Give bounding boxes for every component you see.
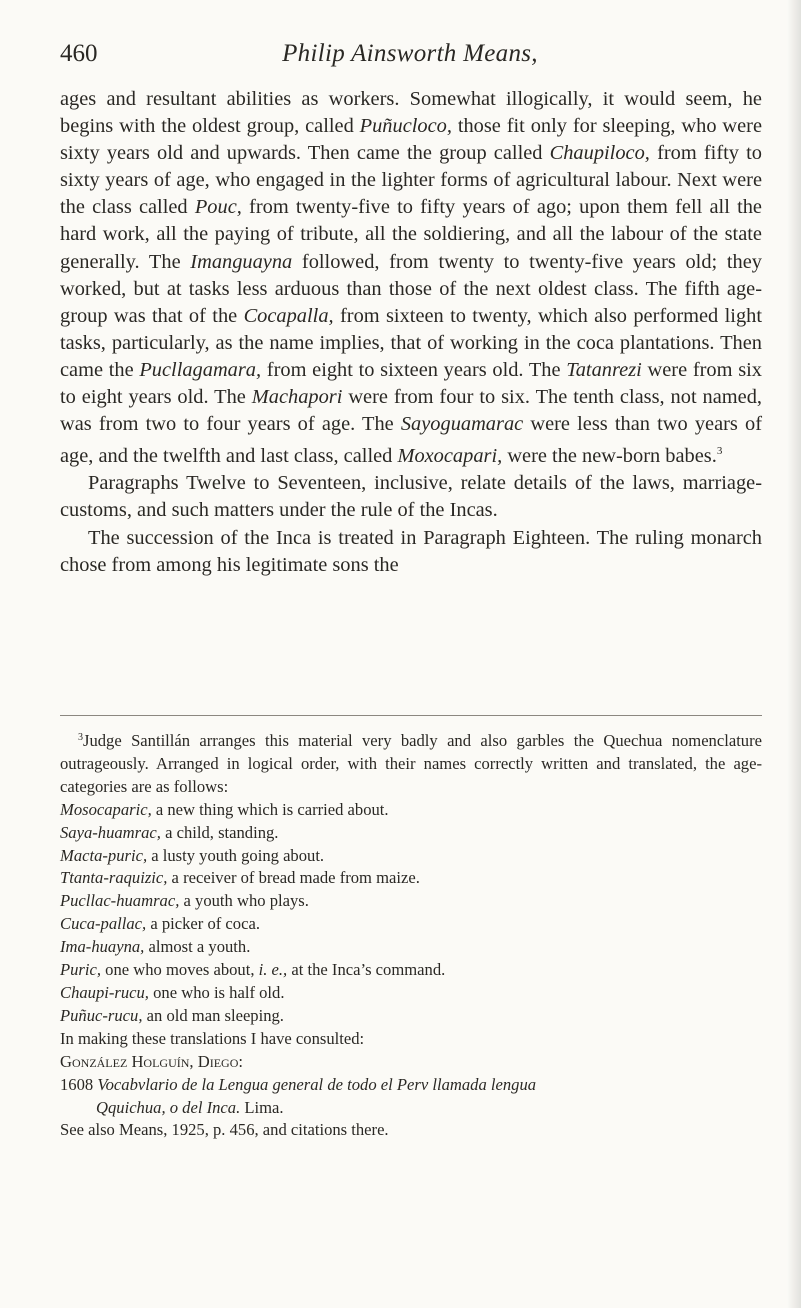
abbreviation: i. e.,	[258, 960, 288, 980]
quechua-term: Machapori	[251, 386, 343, 409]
age-category-entry	[60, 959, 762, 982]
footnote-intro	[60, 727, 762, 799]
footnote-divider	[60, 715, 762, 716]
paragraph-succession: The succession of the Inca is treated in Paragraph Eighteen. The ruling monarch chose from among his legitimate sons the	[60, 526, 762, 576]
category-gloss: an old man sleeping.	[142, 1005, 284, 1025]
age-category-entry	[60, 822, 762, 845]
text-run: those fit only for sleeping, who were sixty years old and upwards. Then came the group called	[60, 115, 762, 165]
category-gloss: a receiver of bread made from maize.	[167, 868, 420, 888]
category-gloss: a youth who plays.	[179, 891, 309, 911]
category-term: Saya-huamrac,	[60, 822, 161, 842]
category-gloss: a new thing which is carried about.	[151, 799, 389, 819]
consulted-line: In making these translations I have consulted:	[60, 1028, 365, 1048]
body-text	[60, 86, 762, 579]
quechua-term: Tatanrezi	[566, 358, 642, 381]
running-head: Philip Ainsworth Means,	[282, 40, 538, 67]
footnote-3	[60, 727, 762, 1142]
age-category-entry	[60, 982, 762, 1005]
footnote-intro-text: Judge Santillán arranges this material very badly and also garbles the Quechua nomenclature outrageously. Arranged in logical order, with their names correctly written and translated, the age-categories are as follows:	[60, 731, 762, 796]
quechua-term: Imanguayna	[190, 250, 293, 273]
text-run: were the new-born babes.	[502, 445, 717, 468]
footnote-reference: 3	[716, 445, 723, 458]
text-run: from twenty-five to fifty years of ago; upon them fell all the hard work, all the paying of tribute, all the soldiering, and all the labour of the state generally. The	[60, 196, 762, 273]
category-gloss-continued: at the Inca’s command.	[287, 960, 446, 980]
bibliography-title-line-2: Qquichua, o del Inca.	[96, 1097, 241, 1117]
category-term: Ttanta-raquizic,	[60, 868, 168, 888]
text-run: from fifty to sixty years of age, who engaged in the lighter forms of agricultural labour. Next were the class called	[60, 142, 762, 219]
quechua-term: Cocapalla,	[243, 304, 334, 327]
quechua-term: Moxocapari,	[397, 445, 503, 468]
paragraph-age-groups	[60, 86, 762, 470]
category-term: Pucllac-huamrac,	[60, 891, 180, 911]
category-term: Puric,	[60, 960, 102, 980]
text-run: ages and resultant abilities as workers. Somewhat illogically, it would seem, he begins with the oldest group, called	[60, 88, 762, 138]
page-edge-shadow	[787, 0, 801, 1308]
see-also-line: See also Means, 1925, p. 456, and citations there.	[60, 1120, 389, 1140]
quechua-term: Pouc,	[194, 196, 242, 219]
age-category-entry	[60, 890, 762, 913]
category-gloss: a child, standing.	[160, 822, 279, 842]
category-term: Ima-huayna,	[60, 937, 145, 957]
bibliography-author	[60, 1051, 762, 1074]
category-gloss: one who moves about,	[101, 960, 259, 980]
text-run: were from four to six. The tenth class, not named, was from two to four years of age. The	[60, 386, 762, 436]
bibliography-place: Lima.	[240, 1097, 284, 1117]
bibliography-year: 1608	[60, 1074, 94, 1094]
text-run: from eight to sixteen years old. The	[261, 358, 567, 381]
age-category-entry	[60, 845, 762, 868]
age-category-entry	[60, 1005, 762, 1028]
text-run: from sixteen to twenty, which also performed light tasks, particularly, as the name implies, that of working in the coca plantations. Then came the	[60, 304, 762, 381]
author-name: González Holguín, Diego:	[60, 1051, 243, 1071]
page-header	[60, 40, 760, 80]
category-gloss: a lusty youth going about.	[147, 845, 325, 865]
category-gloss: almost a youth.	[144, 937, 251, 957]
text-run: were from six to eight years old. The	[60, 358, 762, 409]
category-term: Macta-puric,	[60, 845, 148, 865]
quechua-term: Pucllagamara,	[139, 358, 262, 381]
text-run: were less than two years of age, and the twelfth and last class, called	[60, 413, 762, 468]
category-term: Puñuc-rucu,	[60, 1005, 143, 1025]
category-term: Chaupi-rucu,	[60, 982, 149, 1002]
category-gloss: a picker of coca.	[146, 914, 260, 934]
age-category-entry	[60, 867, 762, 890]
age-category-entry	[60, 936, 762, 959]
bibliography-entry	[60, 1074, 762, 1120]
quechua-term: Chaupiloco,	[549, 142, 650, 165]
bibliography-title-line-1: Vocabvlario de la Lengua general de todo el Perv llamada lengua	[97, 1074, 537, 1094]
footnote-marker: 3	[78, 732, 83, 743]
paragraph-laws: Paragraphs Twelve to Seventeen, inclusive, relate details of the laws, marriage-customs, and such matters under the rule of the Incas.	[60, 472, 762, 522]
category-term: Mosocaparic,	[60, 799, 152, 819]
age-category-entry	[60, 799, 762, 822]
text-run: followed, from twenty to twenty-five years old; they worked, but at tasks less arduous than those of the next oldest class. The fifth age-group was that of the	[60, 250, 762, 327]
quechua-term: Sayoguamarac	[400, 413, 524, 436]
category-gloss: one who is half old.	[148, 982, 285, 1002]
quechua-term: Puñucloco,	[359, 115, 452, 138]
age-category-list	[60, 799, 762, 1028]
category-term: Cuca-pallac,	[60, 914, 147, 934]
age-category-entry	[60, 913, 762, 936]
page-number: 460	[60, 40, 98, 67]
